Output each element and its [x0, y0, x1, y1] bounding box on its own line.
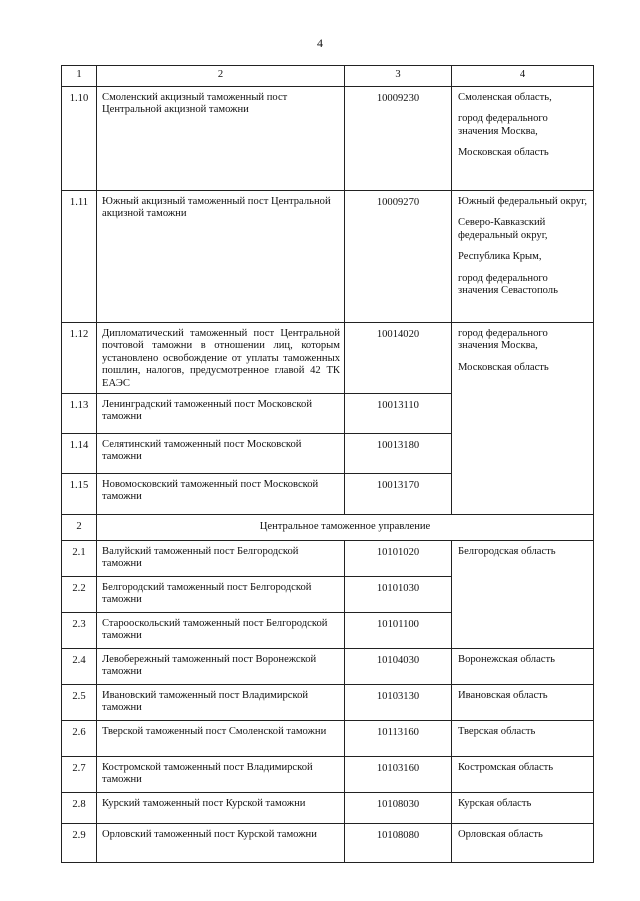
region-cell — [452, 824, 594, 863]
post-code: 10104030 — [345, 649, 452, 685]
table-header-row — [62, 66, 594, 87]
row-number: 2.6 — [62, 721, 97, 757]
region-item: город федерального значения Севастополь — [458, 272, 558, 297]
row-number: 1.15 — [62, 474, 97, 515]
post-code: 10101030 — [345, 577, 452, 613]
region-cell — [452, 323, 594, 515]
region-cell — [452, 757, 594, 793]
region-cell — [452, 87, 594, 191]
customs-posts-table — [61, 65, 594, 863]
section-row — [62, 515, 594, 541]
post-code: 10014020 — [345, 323, 452, 394]
region-item: Белгородская область — [458, 546, 556, 558]
post-code: 10009270 — [345, 191, 452, 323]
post-code: 10013110 — [345, 394, 452, 434]
region-item: Московская область — [458, 361, 549, 373]
post-name: Смоленский акцизный таможенный пост Центральной акцизной таможни — [97, 87, 345, 191]
post-name: Валуйский таможенный пост Белгородской таможни — [97, 541, 345, 577]
row-number: 2 — [62, 515, 97, 541]
post-name: Тверской таможенный пост Смоленской таможни — [97, 721, 345, 757]
post-name: Ленинградский таможенный пост Московской таможни — [97, 394, 345, 434]
post-name: Левобережный таможенный пост Воронежской таможни — [97, 649, 345, 685]
row-number: 1.12 — [62, 323, 97, 394]
region-cell — [452, 191, 594, 323]
region-item: Тверская область — [458, 726, 536, 738]
post-name: Дипломатический таможенный пост Центральной почтовой таможни в отношении лиц, которым установлено освобождение от уплаты таможенных пошлин, налогов, предусмотренное главой 42 ТК ЕАЭС — [97, 323, 345, 394]
row-number: 1.13 — [62, 394, 97, 434]
post-code: 10009230 — [345, 87, 452, 191]
table-row — [62, 685, 594, 721]
post-code: 10101100 — [345, 613, 452, 649]
post-code: 10103130 — [345, 685, 452, 721]
region-item: Московская область — [458, 147, 549, 159]
region-item: Республика Крым, — [458, 251, 542, 263]
region-cell — [452, 721, 594, 757]
table-row — [62, 757, 594, 793]
header-col-1: 1 — [62, 66, 97, 87]
post-name: Орловский таможенный пост Курской таможни — [97, 824, 345, 863]
row-number: 1.14 — [62, 434, 97, 474]
post-code: 10108080 — [345, 824, 452, 863]
table-row — [62, 87, 594, 191]
post-code: 10101020 — [345, 541, 452, 577]
post-name: Южный акцизный таможенный пост Центральной акцизной таможни — [97, 191, 345, 323]
region-item: Воронежская область — [458, 654, 555, 666]
row-number: 2.5 — [62, 685, 97, 721]
region-cell — [452, 685, 594, 721]
post-name: Костромской таможенный пост Владимирской таможни — [97, 757, 345, 793]
table-row — [62, 721, 594, 757]
region-cell — [452, 793, 594, 824]
post-name: Селятинский таможенный пост Московской таможни — [97, 434, 345, 474]
region-item: Ивановская область — [458, 690, 548, 702]
region-item: Южный федеральный округ, — [458, 196, 587, 207]
header-col-2: 2 — [97, 66, 345, 87]
header-col-3: 3 — [345, 66, 452, 87]
post-name: Курский таможенный пост Курской таможни — [97, 793, 345, 824]
post-name: Старооскольский таможенный пост Белгородской таможни — [97, 613, 345, 649]
table-row — [62, 541, 594, 577]
region-item: Костромская область — [458, 762, 554, 774]
section-title: Центральное таможенное управление — [97, 515, 594, 541]
table-row — [62, 824, 594, 863]
post-name: Белгородский таможенный пост Белгородской таможни — [97, 577, 345, 613]
row-number: 2.9 — [62, 824, 97, 863]
row-number: 2.7 — [62, 757, 97, 793]
post-code: 10013180 — [345, 434, 452, 474]
region-item: город федерального значения Москва, — [458, 328, 548, 352]
post-name: Ивановский таможенный пост Владимирской таможни — [97, 685, 345, 721]
table-row — [62, 649, 594, 685]
post-name: Новомосковский таможенный пост Московской таможни — [97, 474, 345, 515]
page-number: 4 — [317, 36, 323, 50]
row-number: 2.1 — [62, 541, 97, 577]
region-cell — [452, 649, 594, 685]
row-number: 2.8 — [62, 793, 97, 824]
region-item: Курская область — [458, 798, 532, 810]
header-col-4: 4 — [452, 66, 594, 87]
post-code: 10113160 — [345, 721, 452, 757]
region-cell — [452, 541, 594, 649]
row-number: 2.2 — [62, 577, 97, 613]
table-row — [62, 191, 594, 323]
region-item: Северо-Кавказский федеральный округ, — [458, 217, 548, 241]
row-number: 2.3 — [62, 613, 97, 649]
region-item: Орловская область — [458, 829, 543, 841]
table-row — [62, 793, 594, 824]
post-code: 10103160 — [345, 757, 452, 793]
table-row — [62, 323, 594, 394]
row-number: 1.11 — [62, 191, 97, 323]
region-item: город федерального значения Москва, — [458, 113, 548, 137]
row-number: 1.10 — [62, 87, 97, 191]
post-code: 10013170 — [345, 474, 452, 515]
region-item: Смоленская область, — [458, 92, 552, 103]
post-code: 10108030 — [345, 793, 452, 824]
row-number: 2.4 — [62, 649, 97, 685]
